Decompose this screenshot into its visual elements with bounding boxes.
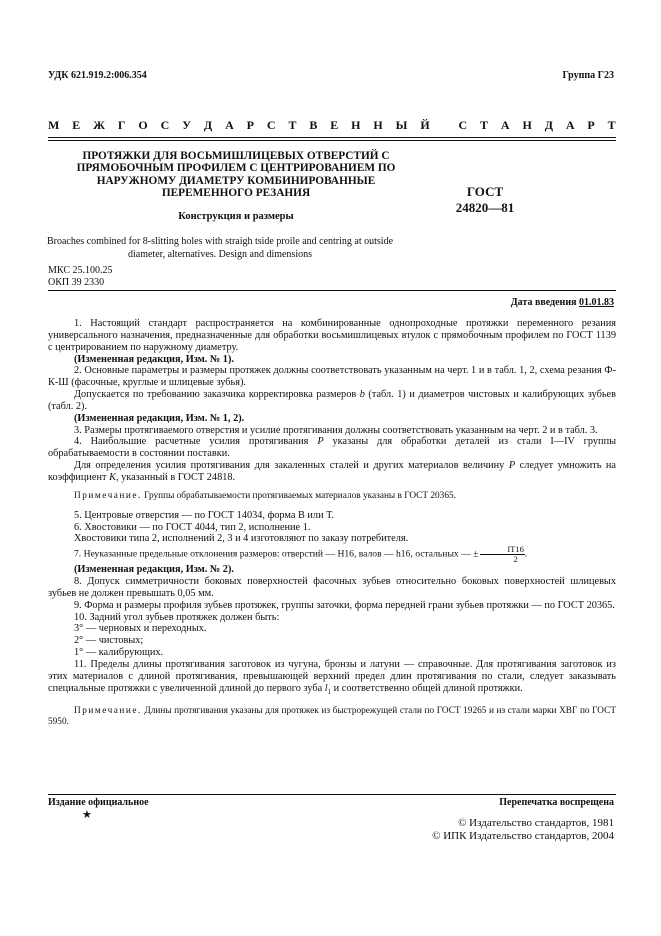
clause-8: 8. Допуск симметричности боковых поверхностей фасочных зубьев относительно боковых поверхностей шлицевых зубьев не должен превышать 0,05 мм. [48, 576, 616, 599]
clause-6-addendum: Хвостовики типа 2, исполнений 2, 3 и 4 изготовляют по заказу потребителя. [74, 533, 409, 545]
text: (табл. 1) и диаметров чистовых и калибрующих зубьев (табл. 2). [48, 389, 616, 412]
clause-4-addendum [48, 460, 616, 484]
banner-letter: Е [330, 118, 339, 132]
banner-letter: Т [288, 118, 297, 132]
copyright-line: © ИПК Издательство стандартов, 2004 [432, 830, 614, 842]
banner-letter: С [266, 118, 276, 132]
divider [48, 140, 616, 141]
english-title: Broaches combined for 8-slitting holes with straigh tside proile and centring at outside diameter, alternatives. Design and dimensions [46, 236, 394, 260]
edition-note: (Измененная редакция, Изм. № 1, 2). [74, 412, 245, 424]
effective-date [511, 297, 614, 308]
edition-note: (Измененная редакция, Изм. № 2). [74, 564, 234, 576]
symbol-l: l [324, 682, 328, 694]
banner-space [443, 118, 446, 133]
text: указаны для обработки деталей из стали I—IV группы обрабатываемости в состоянии поставки. [48, 436, 616, 460]
symbol-p: P [508, 460, 516, 472]
banner-letter: Е [72, 118, 81, 132]
banner-letter: Т [607, 118, 616, 132]
copyright [432, 817, 614, 843]
clause-10-item: 3° — черновых и переходных. [74, 623, 207, 635]
text: следует умножить на коэффициент [48, 460, 617, 483]
banner-letter: Н [522, 118, 532, 132]
okp-code: ОКП 39 2330 [48, 276, 105, 288]
text: Допускается по требованию заказчика корректировка размеров [74, 389, 360, 401]
clause-7 [48, 545, 616, 564]
clause-11 [48, 659, 616, 699]
date-label: Дата введения [510, 297, 577, 308]
banner-letter: Д [203, 118, 213, 132]
banner-letter: А [565, 118, 575, 132]
gost-number: 24820—81 [455, 200, 515, 215]
subscript: 1 [327, 687, 332, 696]
text: и соответственно общей длиной протяжки. [331, 682, 523, 694]
standard-banner [48, 118, 616, 133]
text: 11. Пределы длины протягивания заготовок из чугуна, бронзы и латуни — справочные. Для протягивания заготовок из этих материалов с длиной протягивания, превышающей верхний предел длин протягивания по стали, следует заказывать специальные протяжки с увеличенной длиной до первого зуба [48, 658, 616, 694]
banner-letter: Г [117, 118, 126, 132]
banner-letter: У [182, 118, 192, 132]
mks-code: МКС 25.100.25 [48, 265, 113, 276]
note-text: Длины протягивания указаны для протяжек из быстрорежущей стали по ГОСТ 19265 и из стали марки ХВГ по ГОСТ 5950. [48, 705, 616, 728]
document-subtitle: Конструкция и размеры [178, 211, 294, 222]
clause-10-item: 1° — калибрующих. [74, 647, 164, 659]
banner-letter: А [225, 118, 234, 132]
clause-2-addendum [48, 389, 616, 413]
symbol-p: P [317, 436, 324, 448]
clause-10: 10. Задний угол зубьев протяжек должен быть: [74, 611, 280, 623]
clause-3: 3. Размеры протягиваемого отверстия и усилие протягивания должны соответствовать указанным на черт. 2 и в табл. 3. [74, 424, 598, 436]
banner-letter: Н [351, 118, 361, 132]
banner-letter: Т [480, 118, 489, 132]
clause-2: 2. Основные параметры и размеры протяжек должны соответствовать указанным на черт. 1 и в табл. 1, 2, схема резания Ф-К-Ш (фасочные, круглые и шлицевые зубья). [48, 365, 616, 389]
banner-letter: Ж [93, 118, 105, 132]
date-value: 01.01.83 [579, 297, 614, 308]
divider [48, 137, 616, 138]
document-body [48, 318, 616, 729]
fraction-numerator: IT16 [480, 545, 525, 555]
symbol-b: b [359, 389, 365, 401]
text: Для определения усилия протягивания для закаленных сталей и других материалов величину [74, 460, 509, 472]
star-icon: ★ [82, 809, 92, 821]
edition-note: (Измененная редакция, Изм. № 1). [74, 353, 234, 365]
banner-letter: С [458, 118, 468, 132]
reprint-notice: Перепечатка воспрещена [499, 797, 614, 808]
fraction [480, 544, 528, 565]
divider [48, 290, 616, 291]
divider [48, 794, 616, 795]
banner-letter: Р [587, 118, 595, 132]
clause-10-item: 2° — чистовых; [74, 635, 144, 647]
note-1 [48, 491, 616, 503]
clause-6: 6. Хвостовики — по ГОСТ 4044, тип 2, исполнение 1. [74, 521, 311, 533]
banner-letter: Д [544, 118, 553, 132]
gost-label: ГОСТ [466, 184, 504, 199]
official-edition: Издание официальное [48, 797, 149, 808]
banner-letter: А [500, 118, 510, 132]
banner-letter: Н [373, 118, 383, 132]
note-2 [48, 706, 616, 730]
banner-letter: Ы [395, 118, 408, 132]
group-code: Группа Г23 [562, 70, 614, 81]
banner-letter: О [138, 118, 148, 132]
note-text: Группы обрабатываемости протягиваемых материалов указаны в ГОСТ 20365. [141, 490, 456, 501]
fraction-denominator: 2 [513, 554, 518, 565]
note-label: Примечание. [74, 490, 142, 501]
text: 4. Наибольшие расчетные усилия протягивания [74, 436, 318, 448]
classification-codes [48, 265, 112, 288]
symbol-k: K [109, 471, 116, 483]
banner-letter: Р [246, 118, 254, 132]
note-label: Примечание. [74, 705, 142, 716]
gost-designation [440, 184, 530, 216]
clause-1: 1. Настоящий стандарт распространяется на комбинированные однопроходные протяжки переменного резания универсального назначения, предназначенные для обработки восьмишлицевых втулок с прямобочным профилем по ГОСТ 1139 с центрированием по наружному диаметру. [48, 318, 616, 353]
copyright-line: © Издательство стандартов, 1981 [458, 817, 614, 829]
document-title: ПРОТЯЖКИ ДЛЯ ВОСЬМИШЛИЦЕВЫХ ОТВЕРСТИЙ С ПРЯМОБОЧНЫМ ПРОФИЛЕМ С ЦЕНТРИРОВАНИЕМ ПО НАРУЖНОМУ ДИАМЕТРУ КОМБИНИРОВАННЫЕ ПЕРЕМЕННОГО РЕЗАНИЯ [76, 150, 396, 200]
clause-9: 9. Форма и размеры профиля зубьев протяжек, группы заточки, форма передней грани зубьев протяжки — по ГОСТ 20365. [74, 599, 615, 611]
banner-letter: М [48, 118, 60, 132]
banner-letter: С [160, 118, 170, 132]
text: . [524, 548, 528, 560]
banner-letter: Й [420, 118, 430, 132]
text: , указанный в ГОСТ 24818. [115, 471, 236, 483]
banner-letter: В [309, 118, 318, 132]
text: 7. Неуказанные предельные отклонения размеров: отверстий — Н16, валов — h16, остальных — ± [74, 548, 479, 560]
clause-5: 5. Центровые отверстия — по ГОСТ 14034, форма В или Т. [74, 509, 334, 521]
clause-4 [48, 436, 616, 460]
udk-code: УДК 621.919.2:006.354 [48, 70, 147, 81]
